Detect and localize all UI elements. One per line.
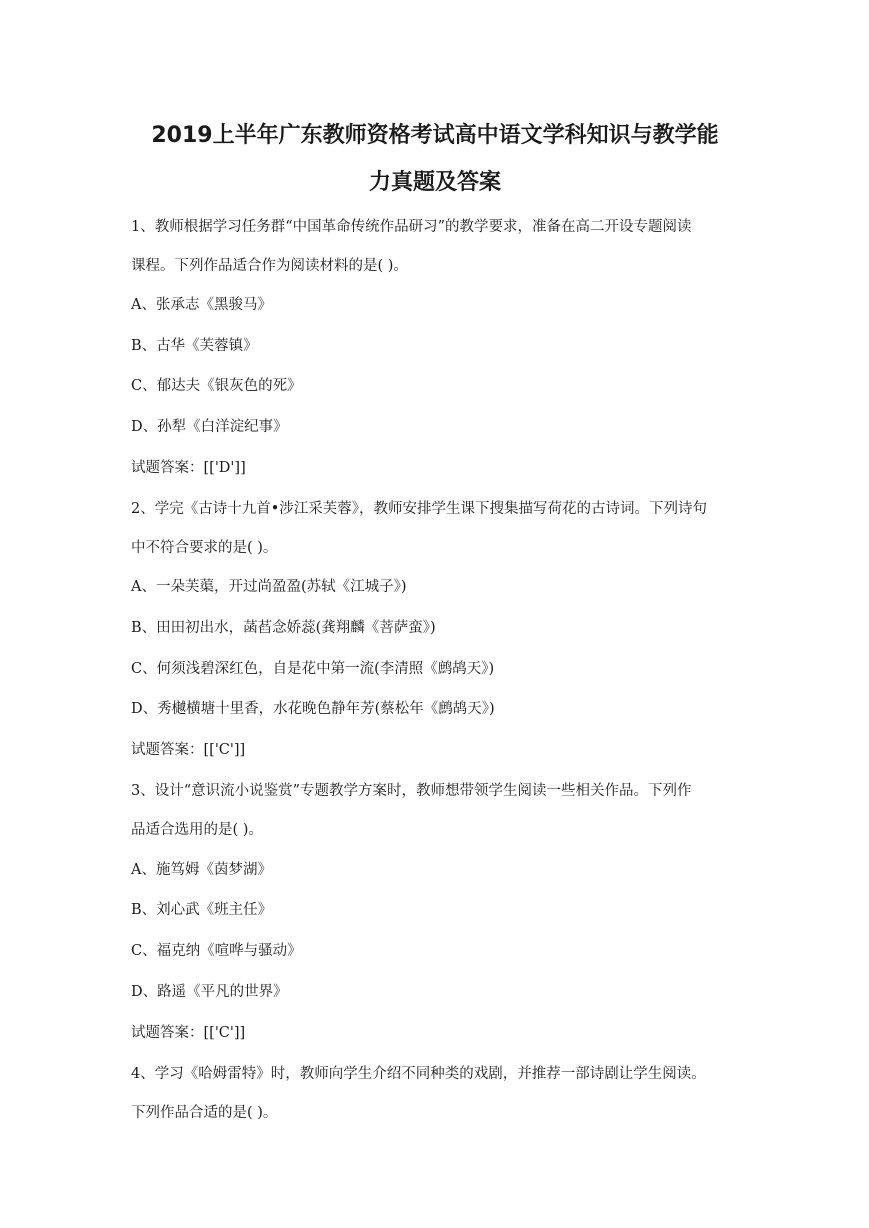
question-1-option-d: D、孙犁《白洋淀纪事》 xyxy=(131,419,288,435)
question-3-option-b: B、刘心武《班主任》 xyxy=(131,902,273,918)
question-2-option-a: A、一朵芙蕖，开过尚盈盈(苏轼《江城子》) xyxy=(131,579,407,595)
question-2-option-d: D、秀樾横塘十里香，水花晚色静年芳(蔡松年《鹧鸪天》) xyxy=(131,701,495,717)
question-1-answer: 试题答案：[['D']] xyxy=(131,460,246,476)
question-1-option-c: C、郁达夫《银灰色的死》 xyxy=(131,378,302,394)
question-2-stem-line-2: 中不符合要求的是( )。 xyxy=(131,540,278,556)
question-3-option-d: D、路遥《平凡的世界》 xyxy=(131,984,288,1000)
question-1-option-a: A、张承志《黑骏马》 xyxy=(131,297,272,313)
question-3-option-c: C、福克纳《喧哗与骚动》 xyxy=(131,943,302,959)
question-2-stem-line-1: 2、学完《古诗十九首•涉江采芙蓉》，教师安排学生课下搜集描写荷花的古诗词。下列诗句 xyxy=(131,501,708,517)
question-3-stem-line-2: 品适合选用的是( )。 xyxy=(131,822,263,838)
question-4-stem-line-1: 4、学习《哈姆雷特》时，教师向学生介绍不同种类的戏剧，并推荐一部诗剧让学生阅读。 xyxy=(131,1066,706,1082)
document-title-line-2: 力真题及答案 xyxy=(368,170,501,195)
question-1-stem-line-1: 1、教师根据学习任务群“中国革命传统作品研习”的教学要求，准备在高二开设专题阅读 xyxy=(131,219,692,235)
question-2-answer: 试题答案：[['C']] xyxy=(131,742,246,758)
question-1-option-b: B、古华《芙蓉镇》 xyxy=(131,338,258,354)
question-3-answer: 试题答案：[['C']] xyxy=(131,1025,246,1041)
question-4-stem-line-2: 下列作品合适的是( )。 xyxy=(131,1105,278,1121)
document-title-line-1: 2019上半年广东教师资格考试高中语文学科知识与教学能 xyxy=(151,123,719,148)
question-1-stem-line-2: 课程。下列作品适合作为阅读材料的是( )。 xyxy=(131,258,408,274)
question-3-option-a: A、施笃姆《茵梦湖》 xyxy=(131,862,272,878)
question-2-option-c: C、何须浅碧深红色，自是花中第一流(李清照《鹧鸪天》) xyxy=(131,661,495,677)
question-3-stem-line-1: 3、设计“意识流小说鉴赏”专题教学方案时，教师想带领学生阅读一些相关作品。下列作 xyxy=(131,783,692,799)
question-2-option-b: B、田田初出水，菡萏念娇蕊(龚翔麟《菩萨蛮》) xyxy=(131,620,436,636)
